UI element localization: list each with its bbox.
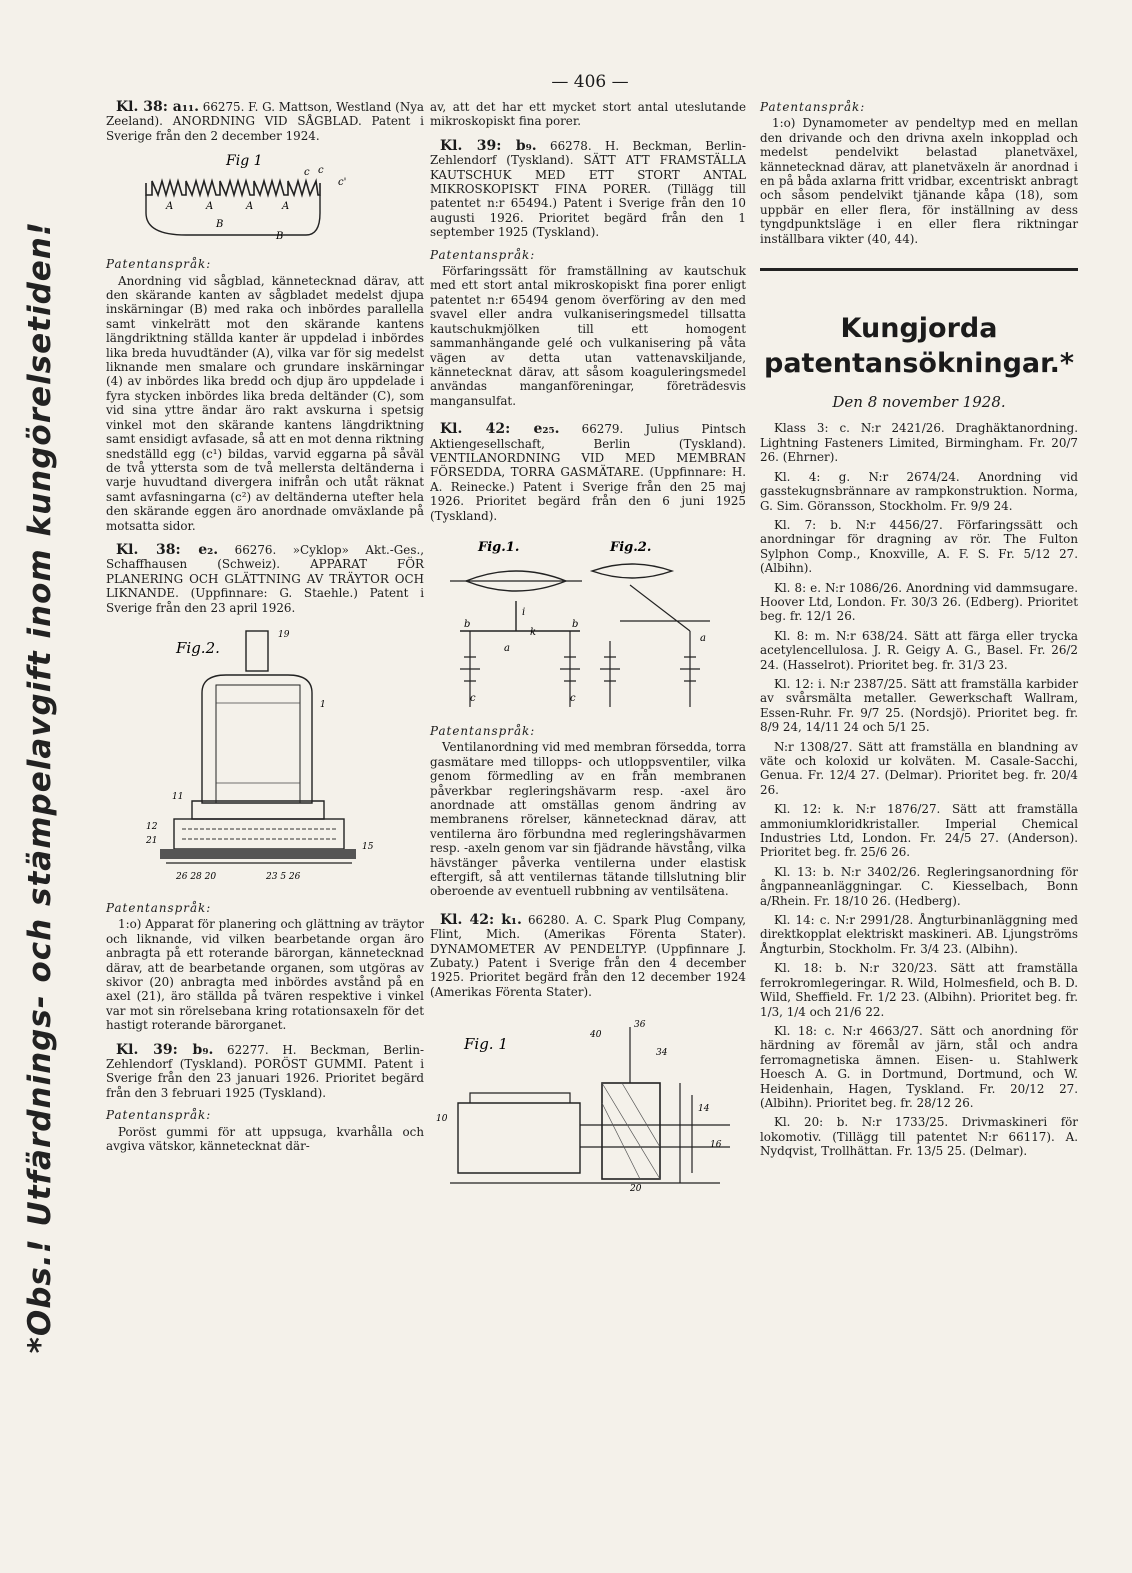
svg-text:10: 10 bbox=[436, 1114, 448, 1125]
claim-text: Poröst gummi för att uppsuga, kvarhålla och avgiva vätskor, kännetecknat där- bbox=[106, 1124, 424, 1154]
column-left bbox=[106, 100, 424, 1158]
svg-text:b: b bbox=[464, 618, 471, 630]
svg-text:40: 40 bbox=[590, 1030, 602, 1041]
column-middle bbox=[430, 100, 746, 1200]
entry-text: 66275. F. G. Mattson, Westland (Nya Zeeland). ANORDNING VID SÅGBLAD. Patent i Sverige från den 2 december 1924. bbox=[106, 100, 425, 143]
patent-entry bbox=[430, 422, 746, 523]
claim-text: 1:o) Apparat för planering och glättning av träytor och liknande, vid vilken bearbetande organ äro anbragta på ett roterande bärorgan, kännetecknad därav, att de bearbetande organen, som utgöras av skivor (20) anbragta med inbördes avstånd på en axel (21), äro ställda på tvären respektive i vinkel var mot sin rörelsebana kring rotationsaxeln för det hastigt roterande bärorganet. bbox=[106, 917, 424, 1033]
svg-text:A: A bbox=[166, 201, 174, 213]
svg-text:26 28 20: 26 28 20 bbox=[176, 871, 217, 882]
svg-text:B: B bbox=[216, 219, 224, 231]
application-item: Kl. 14: c. N:r 2991/28. Ångturbinanläggning med direktkopplat elektriskt maskineri. AB. Ljungströms Ångturbin, Stockholm. Fr. 3/4 23. (Albihn). bbox=[760, 913, 1078, 956]
svg-text:b: b bbox=[572, 618, 579, 630]
application-item: Kl. 4: g. N:r 2674/24. Anordning vid gasstekugnsbrännare av rampkonstruktion. Norma, G. Sim. Göransson, Stockholm. Fr. 9/9 24. bbox=[760, 469, 1078, 513]
sidebar-notice bbox=[8, 220, 72, 1354]
figure-caption: Fig.2. bbox=[176, 638, 220, 657]
svg-text:a: a bbox=[504, 642, 510, 654]
figure-caption: Fig.2. bbox=[610, 539, 652, 555]
claim-text: 1:o) Dynamometer av pendeltyp med en mellan den drivande och den drivna axeln inkopplad och medelst pendelvikt belastad planetväxel, kännetecknad därav, att planetväxeln är anordnad i en på båda axlarna fritt vridbar, excentriskt anbragt och såsom pendelvikt tjänande kåpa (18), som uppbär en eller flera, för inställning av dess tyngdpunktsläge i en eller flera riktningar inställbara vikter (40, 44). bbox=[760, 116, 1078, 246]
claim-heading: Patentanspråk: bbox=[760, 100, 866, 114]
dynamometer-figure bbox=[430, 1007, 746, 1192]
application-item: Kl. 7: b. N:r 4456/27. Förfaringssätt och anordningar för dragning av rör. The Fulton Sylphon Comp., Knoxville, A. F. S. Fr. 5/12 27. (Albihn). bbox=[760, 517, 1078, 576]
svg-text:i: i bbox=[522, 606, 526, 618]
svg-text:19: 19 bbox=[278, 629, 290, 640]
svg-text:23 5 26: 23 5 26 bbox=[266, 871, 301, 882]
application-item: Kl. 18: b. N:r 320/23. Sätt att framställa ferrokromlegeringar. R. Wild, Holmesfield, och B. D. Wild, Sheffield. Fr. 1/2 23. (Albihn). Prioritet beg. fr. 1/3, 1/4 och 21/6 22. bbox=[760, 961, 1078, 1019]
entry-text: 66280. A. C. Spark Plug Company, Flint, Mich. (Amerikas Förenta Stater). DYNAMOMETER AV PENDELTYP. (Uppfinnare J. Zubaty.) Patent i Sverige från den 4 december 1925. Prioritet begärd från den 12 december 1924 (Amerikas Förenta Stater). bbox=[430, 912, 747, 999]
application-item: Kl. 12: i. N:r 2387/25. Sätt att framställa karbider av svårsmälta metaller. Gewerkschaft Wallram, Essen-Ruhr. Fr. 9/7 25. (Nordsjö). Prioritet beg. fr. 8/9 24, 14/11 24 och 5/1 25. bbox=[760, 676, 1078, 735]
class-label: Kl. 42: e₂₅. bbox=[440, 421, 560, 438]
claim-text: Ventilanordning vid med membran försedda, torra gasmätare med tillopps- och utloppsventiler, vilka genom förmedling av en från membranen påverkbar regleringshävarm resp. -axel äro anordnade att omställas genom ändring av membranens rörelser, kännetecknad därav, att ventilerna äro förbundna med regleringshävarmen resp. -axeln genom var sin fjädrande hävstång, vilka hävstänger påverka ventilerna under elastisk eftergift, så att ventilernas tätande tillslutning blir oberoende av eventuell rubbning av ventilsätena. bbox=[430, 740, 746, 899]
valve-figure bbox=[430, 531, 746, 716]
application-item: Klass 3: c. N:r 2421/26. Draghäktanordning. Lightning Fasteners Limited, Birmingham. Fr. 20/7 26. (Ehrner). bbox=[760, 421, 1078, 465]
svg-text:20: 20 bbox=[630, 1184, 642, 1193]
svg-text:16: 16 bbox=[710, 1140, 722, 1151]
svg-text:21: 21 bbox=[146, 835, 158, 846]
svg-text:34: 34 bbox=[656, 1048, 668, 1059]
svg-text:A: A bbox=[246, 201, 254, 213]
planing-apparatus-figure bbox=[106, 623, 424, 893]
svg-text:11: 11 bbox=[172, 791, 184, 802]
entry-text: 66278. H. Beckman, Berlin-Zehlendorf (Tyskland). SÄTT ATT FRAMSTÄLLA KAUTSCHUK MED ETT STORT ANTAL MIKROSKOPISKT FINA PORER. (Tillägg till patentet n:r 65494.) Patent i Sverige från den 10 augusti 1926. Prioritet begärd från den 1 september 1925 (Tyskland). bbox=[430, 138, 746, 240]
application-item: Kl. 13: b. N:r 3402/26. Regleringsanordning för ångpanneanläggningar. C. Kiesselbach, Bonn a/Rhein. Fr. 18/10 26. (Hedberg). bbox=[760, 864, 1078, 908]
svg-text:k: k bbox=[530, 626, 537, 638]
entry-text: 62277. H. Beckman, Berlin-Zehlendorf (Tyskland). PORÖST GUMMI. Patent i Sverige från den 23 januari 1926. Prioritet begärd från den 3 februari 1925 (Tyskland). bbox=[106, 1042, 425, 1100]
patent-entry bbox=[430, 139, 746, 240]
application-item: Kl. 8: e. N:r 1086/26. Anordning vid dammsugare. Hoover Ltd, London. Fr. 30/3 26. (Edberg). Prioritet beg. fr. 12/1 26. bbox=[760, 580, 1078, 624]
svg-text:A: A bbox=[282, 201, 290, 213]
svg-text:36: 36 bbox=[634, 1020, 646, 1031]
claim-heading: Patentanspråk: bbox=[430, 247, 536, 262]
application-list bbox=[760, 421, 1078, 1158]
svg-text:a: a bbox=[700, 632, 706, 644]
column-right bbox=[760, 100, 1078, 1164]
svg-text:A: A bbox=[206, 201, 214, 213]
patent-entry bbox=[106, 543, 424, 615]
section-heading: Kungjorda patentansökningar.* bbox=[764, 313, 1074, 380]
sidebar-notice-text: *Obs.! Utfärdnings- och stämpelavgift inom kungörelsetiden! bbox=[22, 220, 58, 1354]
entry-text: 66276. »Cyklop» Akt.-Ges., Schaffhausen (Schweiz). APPARAT FÖR PLANERING OCH GLÄTTNING AV TRÄYTOR OCH LIKNANDE. (Uppfinnare: G. Staehle.) Patent i Sverige från den 23 april 1926. bbox=[106, 542, 424, 615]
svg-text:c: c bbox=[304, 167, 310, 179]
class-label: Kl. 38: a₁₁. bbox=[116, 99, 199, 115]
svg-text:c: c bbox=[318, 165, 324, 177]
application-item: Kl. 8: m. N:r 638/24. Sätt att färga eller trycka acetylencellulosa. J. R. Geigy A. G., Basel. Fr. 26/2 24. (Hasselrot). Prioritet beg. fr. 31/3 23. bbox=[760, 628, 1078, 672]
svg-text:B: B bbox=[276, 231, 284, 243]
claim-text: Anordning vid sågblad, kännetecknad därav, att den skärande kanten av sågbladet medelst djupa inskärningar (B) med raka och inbördes parallella samt vinkelrätt mot den skärande kantens längdriktning ställda kanter är uppdelad i inbördes lika breda huvudtänder (A), vilka var för sig medelst liknande men smalare och grundare inskärningar (4) av inbördes lika bredd och djup äro uppdelade i fyra stycken inbördes lika breda deltänder (C), som vid sina yttre ändar äro rakt avskurna i spetsig vinkel mot den skärande kantens längdriktning samt ensidigt avfasade, så att en mot denna riktning snedställd egg (c¹) bildas, varvid eggarna på såväl de två yttersta som de två mellersta deltänderna i varje huvudtand divergera inifrån och utåt räknat samt avfasningarna (c²) av deltänderna utefter hela den skärande eggen äro anordnade omväxlande på motsatta sidor. bbox=[106, 273, 424, 533]
svg-text:c: c bbox=[570, 692, 576, 704]
application-item: Kl. 12: k. N:r 1876/27. Sätt att framställa ammoniumkloridkristaller. Imperial Chemical Industries Ltd, London. Fr. 24/5 27. (Anderson). Prioritet beg. fr. 25/6 26. bbox=[760, 802, 1078, 860]
svg-text:15: 15 bbox=[362, 841, 374, 852]
saw-blade-figure bbox=[106, 151, 424, 249]
claim-text: Förfaringssätt för framställning av kautschuk med ett stort antal mikroskopiskt fina porer enligt patentet n:r 65494 genom överföring av den med svavel eller andra vulkaniseringsmedel tillsatta kautschukmjölken till ett homogent sammanhängande gelé och vulkanisering på våta vägen av detta utan vattenavskiljande, kännetecknat därav, att såsom koaguleringsmedel användas manganföreningar, företrädesvis mangansulfat. bbox=[430, 264, 746, 408]
figure-caption: Fig 1 bbox=[226, 153, 263, 170]
section-date: Den 8 november 1928. bbox=[832, 393, 1006, 412]
svg-text:1: 1 bbox=[320, 699, 326, 710]
claim-heading: Patentanspråk: bbox=[106, 257, 212, 272]
continued-text: av, att det har ett mycket stort antal uteslutande mikroskopiskt fina porer. bbox=[430, 100, 746, 129]
svg-text:14: 14 bbox=[698, 1104, 710, 1115]
section-divider bbox=[760, 268, 1078, 271]
application-item: Kl. 20: b. N:r 1733/25. Drivmaskineri för lokomotiv. (Tillägg till patentet N:r 66117). A. Nydqvist, Trollhättan. Fr. 13/5 25. (Delmar). bbox=[760, 1115, 1078, 1159]
class-label: Kl. 38: e₂. bbox=[116, 541, 219, 558]
class-label: Kl. 39: b₉. bbox=[440, 137, 537, 154]
claim-heading: Patentanspråk: bbox=[430, 723, 536, 738]
page-number: — 406 — bbox=[551, 72, 629, 92]
claim-heading: Patentanspråk: bbox=[106, 1108, 212, 1123]
claim-heading: Patentanspråk: bbox=[106, 900, 212, 915]
entry-text: 66279. Julius Pintsch Aktiengesellschaft, Berlin (Tyskland). VENTILANORDNING VID MED MEMBRAN FÖRSEDDA, TORRA GASMÄTARE. (Uppfinnare: H. A. Reinecke.) Patent i Sverige från den 25 maj 1926. Prioritet begärd från den 6 juni 1925 (Tyskland). bbox=[430, 422, 746, 523]
application-item: N:r 1308/27. Sätt att framställa en blandning av väte och koloxid ur kolväten. M. Casale-Sacchi, Genua. Fr. 12/4 27. (Delmar). Prioritet beg. fr. 20/4 26. bbox=[760, 739, 1078, 797]
figure-caption: Fig.1. bbox=[478, 539, 520, 555]
class-label: Kl. 42: k₁. bbox=[440, 911, 522, 928]
application-item: Kl. 18: c. N:r 4663/27. Sätt och anordning för härdning av föremål av järn, stål och andra ferromagnetiska ämnen. Eisen- u. Stahlwerk Hoesch A. G. in Dortmund, Dortmund, och W. Heidenhain, Hagen, Tyskland. Fr. 20/12 27. (Albihn). Prioritet beg. fr. 28/12 26. bbox=[760, 1023, 1078, 1110]
figure-caption: Fig. 1 bbox=[464, 1035, 508, 1054]
patent-entry bbox=[106, 1043, 424, 1101]
svg-text:c': c' bbox=[338, 177, 346, 189]
patent-entry bbox=[106, 100, 424, 143]
svg-text:c: c bbox=[470, 692, 476, 704]
patent-entry bbox=[430, 913, 746, 999]
class-label: Kl. 39: b₉. bbox=[116, 1041, 214, 1058]
svg-text:12: 12 bbox=[146, 821, 158, 832]
